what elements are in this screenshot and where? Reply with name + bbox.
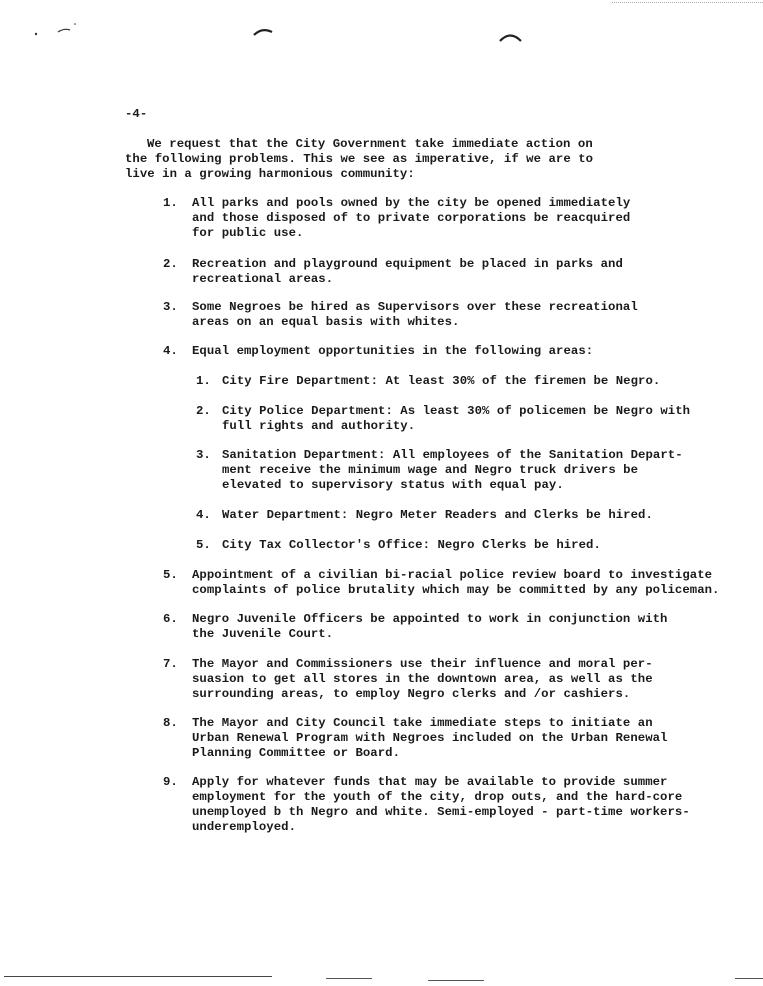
list-item-line: Equal employment opportunities in the following areas:: [192, 344, 594, 358]
sublist-item-line: City Fire Department: At least 30% of the firemen be Negro.: [222, 374, 661, 388]
list-item-number: 8.: [163, 716, 178, 730]
list-item-line: for public use.: [192, 226, 304, 240]
bottom-edge-line: [735, 978, 763, 979]
sublist-item-line: Water Department: Negro Meter Readers and Clerks be hired.: [222, 508, 653, 522]
list-item-line: The Mayor and Commissioners use their influence and moral per-: [192, 657, 653, 671]
sublist-item-line: elevated to supervisory status with equal pay.: [222, 478, 564, 492]
list-item-line: the Juvenile Court.: [192, 627, 334, 641]
intro-line-3: live in a growing harmonious community:: [125, 167, 415, 181]
intro-line-1: We request that the City Government take immediate action on: [147, 137, 593, 151]
sublist-item-line: Sanitation Department: All employees of the Sanitation Depart-: [222, 448, 683, 462]
sublist-item-number: 2.: [196, 404, 211, 418]
list-item-line: and those disposed of to private corporations be reacquired: [192, 211, 631, 225]
bottom-edge-line: [4, 976, 272, 977]
bottom-edge-line: [428, 980, 484, 981]
sublist-item-line: full rights and authority.: [222, 419, 416, 433]
list-item-line: Apply for whatever funds that may be available to provide summer: [192, 775, 668, 789]
list-item-number: 1.: [163, 196, 178, 210]
list-item-line: suasion to get all stores in the downtown area, as well as the: [192, 672, 653, 686]
list-item-line: underemployed.: [192, 820, 297, 834]
list-item-line: surrounding areas, to employ Negro clerks and /or cashiers.: [192, 687, 631, 701]
list-item-line: Negro Juvenile Officers be appointed to work in conjunction with: [192, 612, 668, 626]
list-item-line: Some Negroes be hired as Supervisors over these recreational: [192, 300, 638, 314]
staple-mark-left: [252, 26, 276, 38]
list-item-number: 9.: [163, 775, 178, 789]
list-item-number: 3.: [163, 300, 178, 314]
list-item-number: 2.: [163, 257, 178, 271]
list-item-line: Urban Renewal Program with Negroes included on the Urban Renewal: [192, 731, 668, 745]
list-item-line: Recreation and playground equipment be placed in parks and: [192, 257, 623, 271]
bottom-edge-line: [326, 978, 372, 979]
list-item-line: All parks and pools owned by the city be opened immediately: [192, 196, 631, 210]
sublist-item-line: ment receive the minimum wage and Negro truck drivers be: [222, 463, 639, 477]
sublist-item-number: 1.: [196, 374, 211, 388]
list-item-line: unemployed b th Negro and white. Semi-employed - part-time workers-: [192, 805, 690, 819]
list-item-line: employment for the youth of the city, drop outs, and the hard-core: [192, 790, 683, 804]
list-item-number: 5.: [163, 568, 178, 582]
sublist-item-number: 5.: [196, 538, 211, 552]
list-item-line: areas on an equal basis with whites.: [192, 315, 460, 329]
list-item-number: 6.: [163, 612, 178, 626]
list-item-line: The Mayor and City Council take immediate steps to initiate an: [192, 716, 653, 730]
top-edge-dotted: [612, 2, 763, 4]
list-item-line: complaints of police brutality which may be committed by any policeman.: [192, 583, 720, 597]
list-item-number: 7.: [163, 657, 178, 671]
sublist-item-number: 4.: [196, 508, 211, 522]
list-item-line: Planning Committee or Board.: [192, 746, 401, 760]
list-item-number: 4.: [163, 344, 178, 358]
list-item-line: Appointment of a civilian bi-racial police review board to investigate: [192, 568, 713, 582]
page-number: -4-: [125, 107, 148, 121]
intro-line-2: the following problems. This we see as imperative, if we are to: [125, 152, 594, 166]
staple-mark-right: [498, 30, 524, 44]
list-item-line: recreational areas.: [192, 272, 334, 286]
sublist-item-line: City Tax Collector's Office: Negro Clerks be hired.: [222, 538, 601, 552]
sublist-item-line: City Police Department: As least 30% of policemen be Negro with: [222, 404, 691, 418]
punch-mark-left: [30, 18, 80, 40]
sublist-item-number: 3.: [196, 448, 211, 462]
